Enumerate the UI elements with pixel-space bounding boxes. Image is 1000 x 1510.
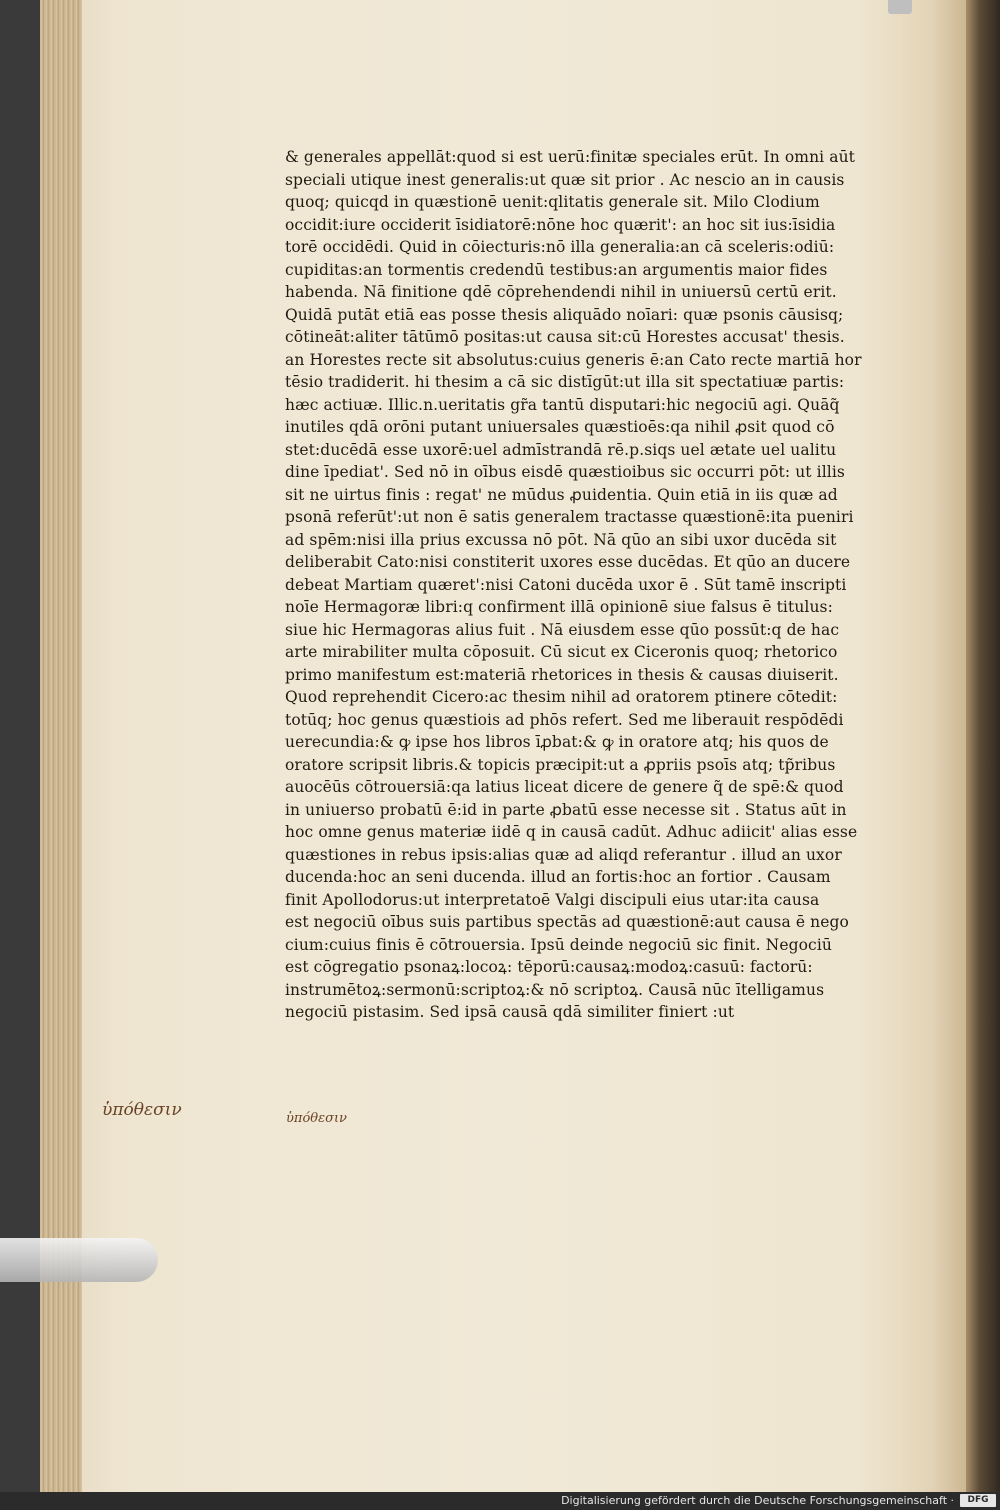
text-line: an Horestes recte sit absolutus:cuius generis ē:an Cato recte martiā hor <box>285 350 862 369</box>
binding-edge <box>966 0 1000 1492</box>
text-line: debeat Martiam quæret':nisi Catoni ducēda uxor ē . Sūt tamē inscripti <box>285 575 847 594</box>
margin-annotation: ὑπόθεσιν <box>102 1100 182 1120</box>
inline-annotation: ὑπόθεσιν <box>286 1111 347 1126</box>
text-line: primo manifestum est:materiā rhetorices in thesis & causas diuiserit. <box>285 665 839 684</box>
text-line: deliberabit Cato:nisi constiterit uxores esse ducēdas. Et qūo an ducere <box>285 553 851 571</box>
text-line: in uniuerso probatū ē:id in parte ꝓbatū esse necesse sit . Status aūt in <box>285 800 847 819</box>
text-line: stet:ducēdā esse uxorē:uel admīstrandā rē.p.siqs uel ætate uel ualitu <box>285 440 837 459</box>
text-line: cupiditas:an tormentis credendū testibus:an argumentis maior fides <box>285 260 828 279</box>
text-line: psonā referūt':ut non ē satis generalem tractasse quæstionē:ita pueniri <box>285 508 854 526</box>
text-line: finit Apollodorus:ut interpretatoē Valgi discipuli eius utar:ita causa <box>285 890 820 909</box>
text-line: habenda. Nā finitione qdē cōprehendendi nihil in uniuersū certū erit. <box>285 283 837 301</box>
text-line: est cōgregatio psonaꝝ:locoꝝ: tēporū:causaꝝ:modoꝝ:casuū: factorū: <box>285 958 813 976</box>
page-clip <box>888 0 912 14</box>
text-line: cōtineāt:aliter tātūmō positas:ut causa sit:cū Horestes accusat' thesis. <box>285 328 845 346</box>
text-line: torē occidēdi. Quid in cōiecturis:nō illa generalia:an cā sceleris:odiū: <box>285 238 835 256</box>
text-line: est negociū oībus suis partibus spectās ad quæstionē:aut causa ē nego <box>285 913 849 931</box>
text-line: sit ne uirtus finis : regat' ne mūdus ꝓuidentia. Quin etiā in iis quæ ad <box>285 485 838 504</box>
text-line: quoq; quicqd in quæstionē uenit:qlitatis generale sit. Milo Clodium <box>285 193 820 211</box>
text-line: Quod reprehendit Cicero:ac thesim nihil ad oratorem ptinere cōtedit: <box>285 688 838 706</box>
text-line: cium:cuius finis ē cōtrouersia. Ipsū deinde negociū sic finit. Negociū <box>285 935 832 954</box>
text-line: speciali utique inest generalis:ut quæ sit prior . Ac nescio an in causis <box>285 170 845 189</box>
text-line: siue hic Hermagoras alius fuit . Nā eiusdem esse qūo possūt:q de hac <box>285 620 840 639</box>
text-line: ducenda:hoc an seni ducenda. illud an fortis:hoc an fortior . Causam <box>285 868 831 886</box>
text-line: Quidā putāt etiā eas posse thesis aliquādo noīari: quæ psonis cāusisq; <box>285 305 844 324</box>
text-line: auocēūs cōtrouersiā:qa latius liceat dicere de genere q̃ de spē:& quod <box>285 778 844 796</box>
text-line: hoc omne genus materiæ iidē q in causā cadūt. Adhuc adiicit' alias esse <box>285 823 858 841</box>
text-line: & generales appellāt:quod si est uerū:finitæ speciales erūt. In omni aūt <box>285 148 856 166</box>
text-line: inutiles qdā orōni putant uniuersales quæstioēs:qa nihil ꝓsit quod cō <box>285 418 835 436</box>
book-holder-tab <box>0 1238 158 1282</box>
text-line: quæstiones in rebus ipsis:alias quæ ad aliqd referantur . illud an uxor <box>285 845 842 864</box>
text-line: instrumētoꝝ:sermonū:scriptoꝝ:& nō scriptoꝝ. Causā nūc ītelligamus <box>285 980 825 999</box>
text-line: occidit:iure occiderit īsidiatorē:nōne hoc quærit': an hoc sit ius:īsidia <box>285 215 836 234</box>
text-line: arte mirabiliter multa cōposuit. Cū sicut ex Ciceronis quoq; rhetorico <box>285 643 838 661</box>
text-line: negociū pistasim. Sed ipsā causā qdā similiter finiert :ut <box>285 1003 735 1021</box>
text-line: noīe Hermagoræ libri:q confirment illā opinionē siue falsus ē titulus: <box>285 598 833 616</box>
text-line: uerecundia:& ꝙ ipse hos libros īꝓbat:& ꝙ in oratore atq; his quos de <box>285 733 829 751</box>
text-line: ad spēm:nisi illa prius excussa nō pōt. Nā qūo an sibi uxor ducēda sit <box>285 530 837 549</box>
text-line: oratore scripsit libris.& topicis præcipit:ut a ꝓpriis psoīs atq; tp̃ribus <box>285 755 836 774</box>
text-line: dine īpediat'. Sed nō in oībus eisdē quæstioibus sic occurri pōt: ut illis <box>285 463 845 481</box>
dfg-logo: DFG <box>960 1494 996 1507</box>
text-line: hæc actiuæ. Illic.n.ueritatis gr̃a tantū disputari:hic negociū agi. Quāq̃ <box>285 395 840 414</box>
page-text-block <box>285 146 890 1024</box>
footer-credit: Digitalisierung gefördert durch die Deutsche Forschungsgemeinschaft · <box>561 1494 954 1507</box>
text-line: tēsio tradiderit. hi thesim a cā sic distīgūt:ut illa sit spectatiuæ partis: <box>285 373 845 391</box>
text-line: totūq; hoc genus quæstiois ad phōs refert. Sed me liberauit respōdēdi <box>285 710 844 729</box>
